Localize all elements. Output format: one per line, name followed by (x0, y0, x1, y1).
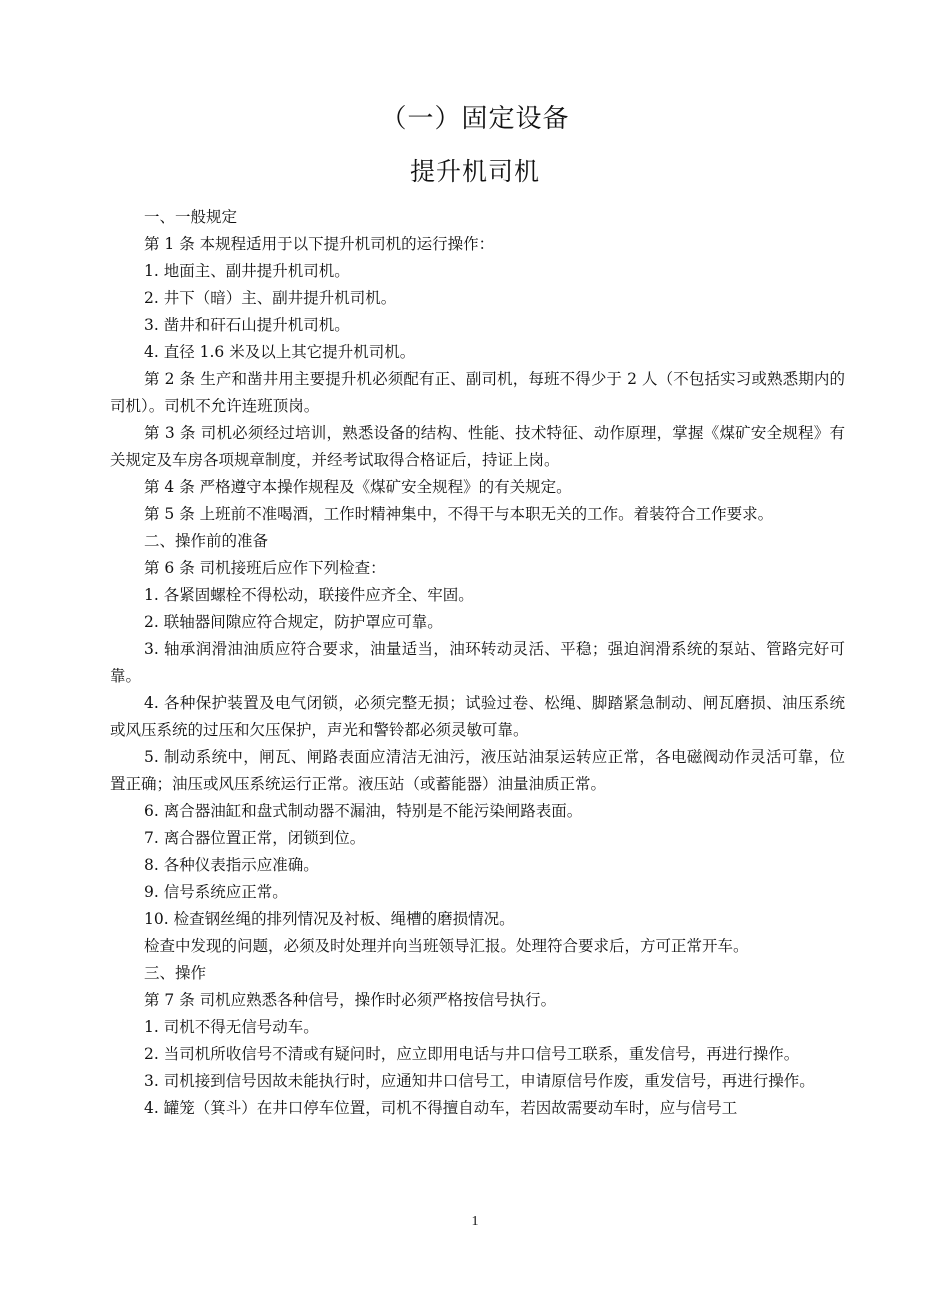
list-item: 4. 直径 1.6 米及以上其它提升机司机。 (144, 343, 416, 361)
document-subtitle: 提升机司机 (409, 157, 540, 186)
article-4: 第 4 条 严格遵守本操作规程及《煤矿安全规程》的有关规定。 (144, 478, 572, 496)
list-item: 9. 信号系统应正常。 (144, 883, 288, 901)
article-3: 第 3 条 司机必须经过培训，熟悉设备的结构、性能、技术特征、动作原理，掌握《煤矿安全规程》有关规定及车房各项规章制度，并经考试取得合格证后，持证上岗。 (110, 424, 845, 469)
list-item: 1. 各紧固螺栓不得松动，联接件应齐全、牢固。 (144, 586, 474, 604)
page-number: 1 (471, 1214, 479, 1229)
list-item: 5. 制动系统中，闸瓦、闸路表面应清洁无油污，液压站油泵运转应正常，各电磁阀动作灵活可靠，位置正确；油压或风压系统运行正常。液压站（或蓄能器）油量油质正常。 (110, 748, 845, 793)
list-item: 3. 轴承润滑油油质应符合要求，油量适当，油环转动灵活、平稳；强迫润滑系统的泵站、管路完好可靠。 (110, 640, 845, 685)
list-item: 4. 罐笼（箕斗）在井口停车位置，司机不得擅自动车，若因故需要动车时，应与信号工 (144, 1099, 738, 1117)
list-item: 1. 地面主、副井提升机司机。 (144, 262, 350, 280)
list-item: 3. 司机接到信号因故未能执行时，应通知井口信号工，申请原信号作废，重发信号，再进行操作。 (144, 1072, 815, 1090)
article-7: 第 7 条 司机应熟悉各种信号，操作时必须严格按信号执行。 (144, 991, 557, 1009)
list-item: 10. 检查钢丝绳的排列情况及衬板、绳槽的磨损情况。 (144, 910, 515, 928)
inspection-note: 检查中发现的问题，必须及时处理并向当班领导汇报。处理符合要求后，方可正常开车。 (144, 937, 749, 955)
list-item: 2. 井下（暗）主、副井提升机司机。 (144, 289, 397, 307)
heading-general-rules: 一、一般规定 (144, 208, 238, 226)
article-2: 第 2 条 生产和凿井用主要提升机必须配有正、副司机，每班不得少于 2 人（不包括实习或熟悉期内的司机）。司机不允许连班顶岗。 (110, 370, 845, 415)
article-6: 第 6 条 司机接班后应作下列检查： (144, 559, 386, 577)
heading-operation: 三、操作 (144, 964, 207, 982)
list-item: 1. 司机不得无信号动车。 (144, 1018, 319, 1036)
article-1: 第 1 条 本规程适用于以下提升机司机的运行操作： (144, 235, 495, 253)
list-item: 6. 离合器油缸和盘式制动器不漏油，特别是不能污染闸路表面。 (144, 802, 583, 820)
document-body (110, 204, 845, 1122)
list-item: 3. 凿井和矸石山提升机司机。 (144, 316, 350, 334)
list-item: 4. 各种保护装置及电气闭锁，必须完整无损；试验过卷、松绳、脚踏紧急制动、闸瓦磨损、油压系统或风压系统的过压和欠压保护，声光和警铃都必须灵敏可靠。 (110, 694, 845, 739)
section-title: （一）固定设备 (380, 104, 570, 134)
list-item: 2. 联轴器间隙应符合规定，防护罩应可靠。 (144, 613, 443, 631)
list-item: 7. 离合器位置正常，闭锁到位。 (144, 829, 366, 847)
list-item: 8. 各种仪表指示应准确。 (144, 856, 319, 874)
article-5: 第 5 条 上班前不准喝酒，工作时精神集中，不得干与本职无关的工作。着装符合工作要求。 (144, 505, 774, 523)
list-item: 2. 当司机所收信号不清或有疑问时，应立即用电话与井口信号工联系，重发信号，再进行操作。 (144, 1045, 800, 1063)
heading-preparation: 二、操作前的准备 (144, 532, 269, 550)
